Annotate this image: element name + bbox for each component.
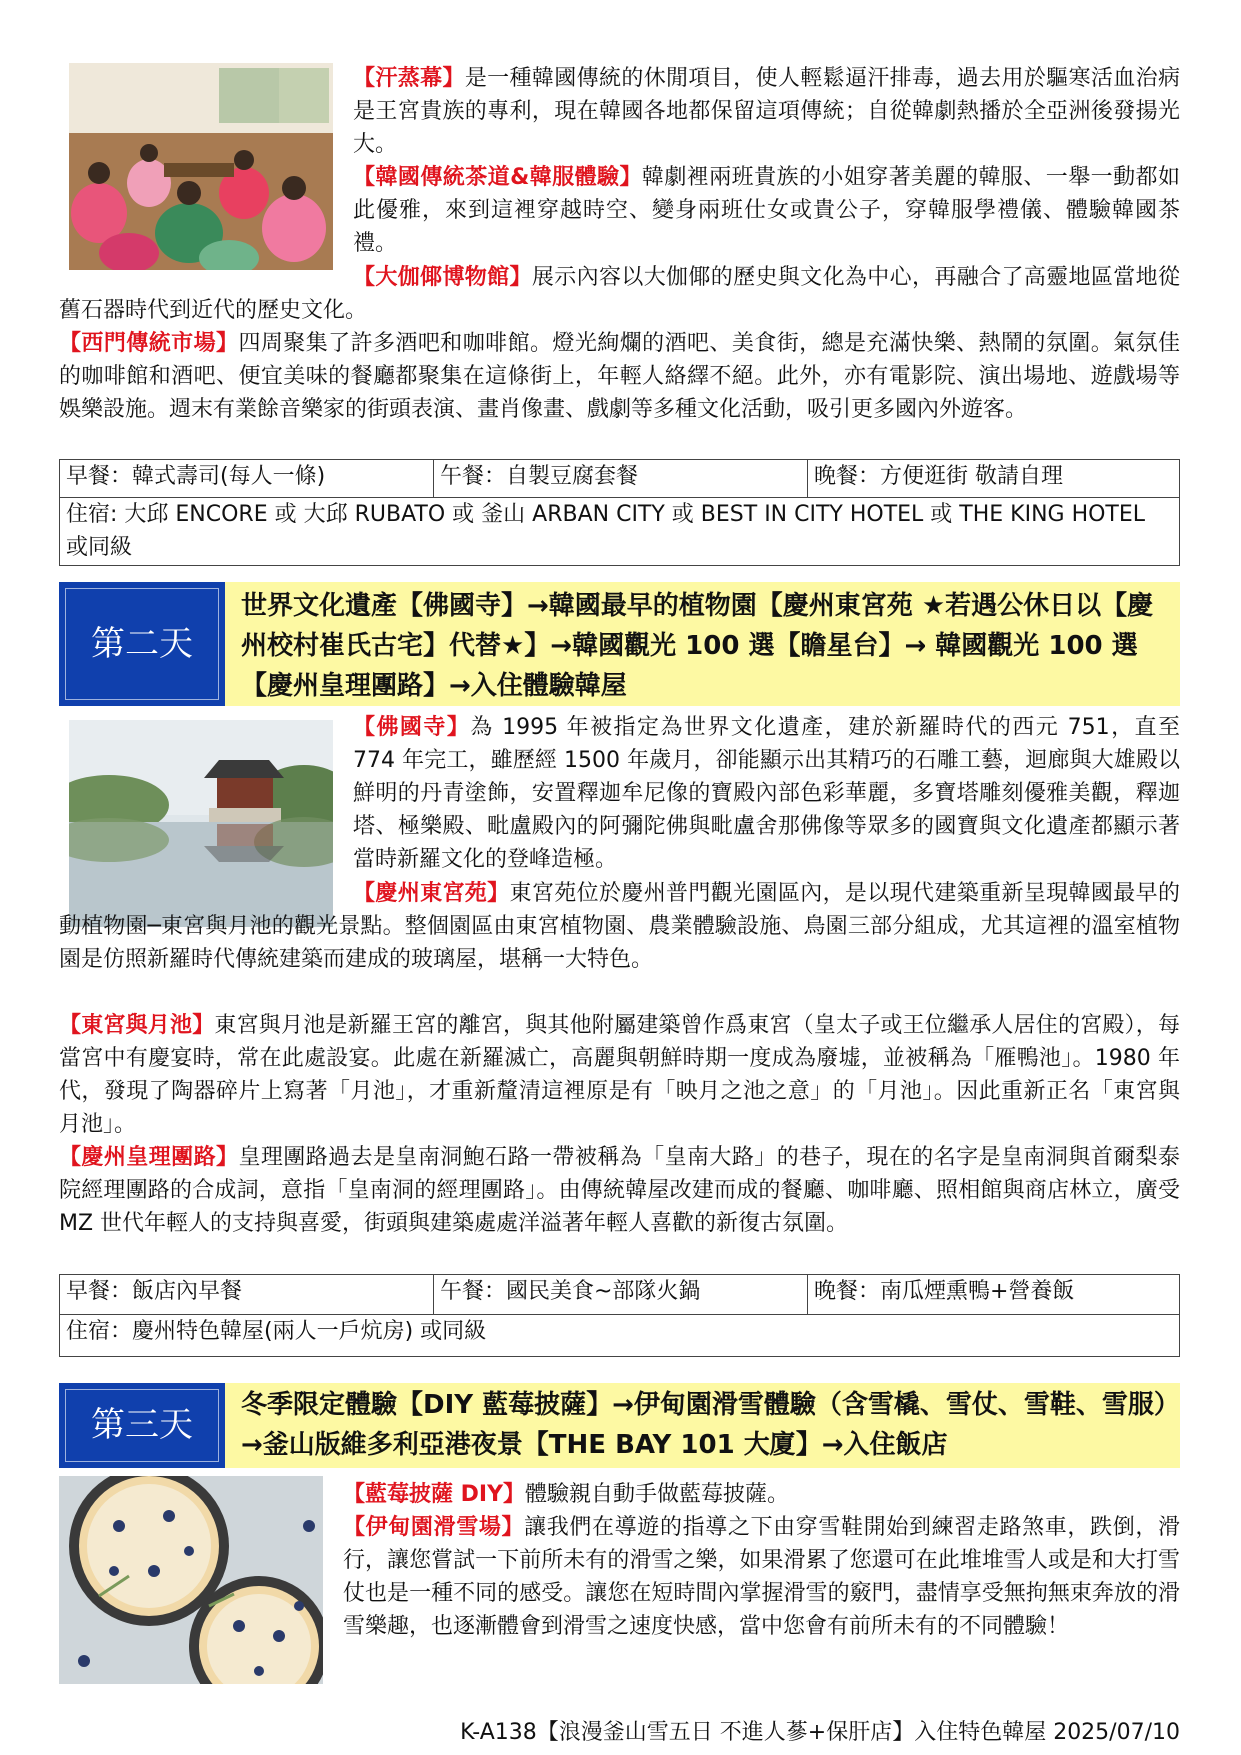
ski-title: 【伊甸園滑雪場】 [343, 1515, 525, 1540]
sauna-paragraph [353, 62, 1180, 161]
temple-title: 【佛國寺】 [353, 715, 471, 740]
day2-title: 世界文化遺產【佛國寺】→韓國最早的植物園【慶州東宮苑 ★若遇公休日以【慶州校村崔氏古宅】代替★】→韓國觀光 100 選【瞻星台】→ 韓國觀光 100 選【慶州皇理團路】→入住體驗韓屋 [241, 591, 1154, 701]
sauna-title: 【汗蒸幕】 [353, 66, 465, 91]
road-title: 【慶州皇理團路】 [59, 1145, 239, 1170]
meal-table-day2 [59, 1274, 1180, 1357]
meal-table-day1 [59, 459, 1180, 566]
market-paragraph [59, 327, 1180, 426]
dinner-cell-day2: 晚餐：南瓜煙熏鴨+營養飯 [808, 1275, 1180, 1315]
museum-title: 【大伽倻博物館】 [353, 265, 532, 290]
blueberry-pizza-photo [59, 1476, 323, 1684]
pond-title: 【東宮與月池】 [59, 1013, 215, 1038]
garden-title: 【慶州東宮苑】 [353, 881, 510, 906]
day3-title: 冬季限定體驗【DIY 藍莓披薩】→伊甸園滑雪體驗（含雪橇、雪仗、雪鞋、雪服）→釜山版維多利亞港夜景【THE BAY 101 大廈】→入住飯店 [241, 1390, 1167, 1460]
breakfast-cell: 早餐：韓式壽司(每人一條) [60, 460, 434, 498]
tea-title: 【韓國傳統茶道&韓服體驗】 [353, 165, 642, 190]
pizza-text: 體驗親自動手做藍莓披薩。 [525, 1482, 790, 1507]
lunch-cell: 午餐：自製豆腐套餐 [434, 460, 808, 498]
tea-text: 韓劇裡兩班貴族的小姐穿著美麗的韓服、一舉一動都如此優雅，來到這裡穿越時空、變身兩班仕女或貴公子，穿韓服學禮儀、體驗韓國茶禮。 [353, 165, 1181, 256]
market-text: 四周聚集了許多酒吧和咖啡館。燈光絢爛的酒吧、美食街，總是充滿快樂、熱鬧的氛圍。氣氛佳的咖啡館和酒吧、便宜美味的餐廳都聚集在這條街上，年輕人絡繹不絕。此外，亦有電影院、演出場地、遊戲場等娛樂設施。週末有業餘音樂家的街頭表演、畫肖像畫、戲劇等多種文化活動，吸引更多國內外遊客。 [59, 331, 1180, 422]
hotel-cell: 住宿: 大邱 ENCORE 或 大邱 RUBATO 或 釜山 ARBAN CITY 或 BEST IN CITY HOTEL 或 THE KING HOTEL 或同級 [60, 498, 1180, 566]
road-text: 皇理團路過去是皇南洞鮑石路一帶被稱為「皇南大路」的巷子，現在的名字是皇南洞與首爾梨泰院經理團路的合成詞，意指「皇南洞的經理團路」。由傳統韓屋改建而成的餐廳、咖啡廳、照相館與商店林立，廣受 MZ 世代年輕人的支持與喜愛，街頭與建築處處洋溢著年輕人喜歡的新復古氛圍。 [59, 1145, 1180, 1236]
garden-paragraph [59, 877, 1180, 976]
pond-paragraph [59, 1009, 1180, 1141]
market-title: 【西門傳統市場】 [59, 331, 239, 356]
page-footer: K-A138【浪漫釜山雪五日 不進人蔘+保肝店】入住特色韓屋 2025/07/10 [460, 1720, 1180, 1745]
day3-header [59, 1383, 1180, 1468]
museum-paragraph [59, 261, 1180, 327]
garden-text: 東宮苑位於慶州普門觀光園區內，是以現代建築重新呈現韓國最早的動植物園─東宮與月池的觀光景點。整個園區由東宮植物園、農業體驗設施、鳥園三部分組成，尤其這裡的溫室植物園是仿照新羅時代傳統建築而建成的玻璃屋，堪稱一大特色。 [59, 881, 1180, 972]
temple-text: 為 1995 年被指定為世界文化遺產，建於新羅時代的西元 751，直至 774 年完工，雖歷經 1500 年歲月，卻能顯示出其精巧的石雕工藝，迴廊與大雄殿以鮮明的丹青塗飾，安置釋迦牟尼像的寶殿內部色彩華麗，多寶塔雕刻優雅美觀，釋迦塔、極樂殿、毗盧殿內的阿彌陀佛與毗盧舍那佛像等眾多的國寶與文化遺產都顯示著當時新羅文化的登峰造極。 [353, 715, 1180, 872]
breakfast-cell-day2: 早餐：飯店內早餐 [60, 1275, 434, 1315]
pizza-title: 【藍莓披薩 DIY】 [343, 1482, 526, 1507]
road-paragraph [59, 1141, 1180, 1240]
day3-badge: 第三天 [59, 1383, 225, 1468]
pond-text: 東宮與月池是新羅王宮的離宮，與其他附屬建築曾作爲東宮（皇太子或王位繼承人居住的宮殿），每當宮中有慶宴時，常在此處設宴。此處在新羅滅亡，高麗與朝鮮時期一度成為廢墟，並被稱為「雁鴨池」。1980 年代，發現了陶器碎片上寫著「月池」，才重新釐清這裡原是有「映月之池之意」的「月池」。因此重新正名「東宮與月池」。 [59, 1013, 1180, 1137]
dinner-cell: 晚餐：方便逛街 敬請自理 [808, 460, 1180, 498]
hotel-cell-day2: 住宿：慶州特色韓屋(兩人一戶炕房) 或同級 [60, 1315, 1180, 1357]
day2-badge: 第二天 [59, 582, 225, 706]
tea-paragraph [353, 161, 1180, 260]
temple-paragraph [353, 711, 1180, 876]
pizza-paragraph [343, 1478, 1180, 1511]
sauna-text: 是一種韓國傳統的休閒項目，使人輕鬆逼汗排毒，過去用於驅寒活血治病是王宮貴族的專利，現在韓國各地都保留這項傳統；自從韓劇熱播於全亞洲後發揚光大。 [353, 66, 1180, 157]
lunch-cell-day2: 午餐：國民美食~部隊火鍋 [434, 1275, 808, 1315]
hanbok-tea-photo [69, 63, 333, 270]
ski-paragraph [343, 1511, 1180, 1643]
museum-text: 展示內容以大伽倻的歷史與文化為中心，再融合了高靈地區當地從舊石器時代到近代的歷史文化。 [59, 265, 1180, 323]
day2-header [59, 582, 1180, 706]
ski-text: 讓我們在導遊的指導之下由穿雪鞋開始到練習走路煞車，跌倒，滑行，讓您嘗試一下前所未有的滑雪之樂，如果滑累了您還可在此堆堆雪人或是和大打雪仗也是一種不同的感受。讓您在短時間內掌握滑雪的竅門，盡情享受無拘無束奔放的滑雪樂趣，也逐漸體會到滑雪之速度快感，當中您會有前所未有的不同體驗！ [343, 1515, 1180, 1639]
